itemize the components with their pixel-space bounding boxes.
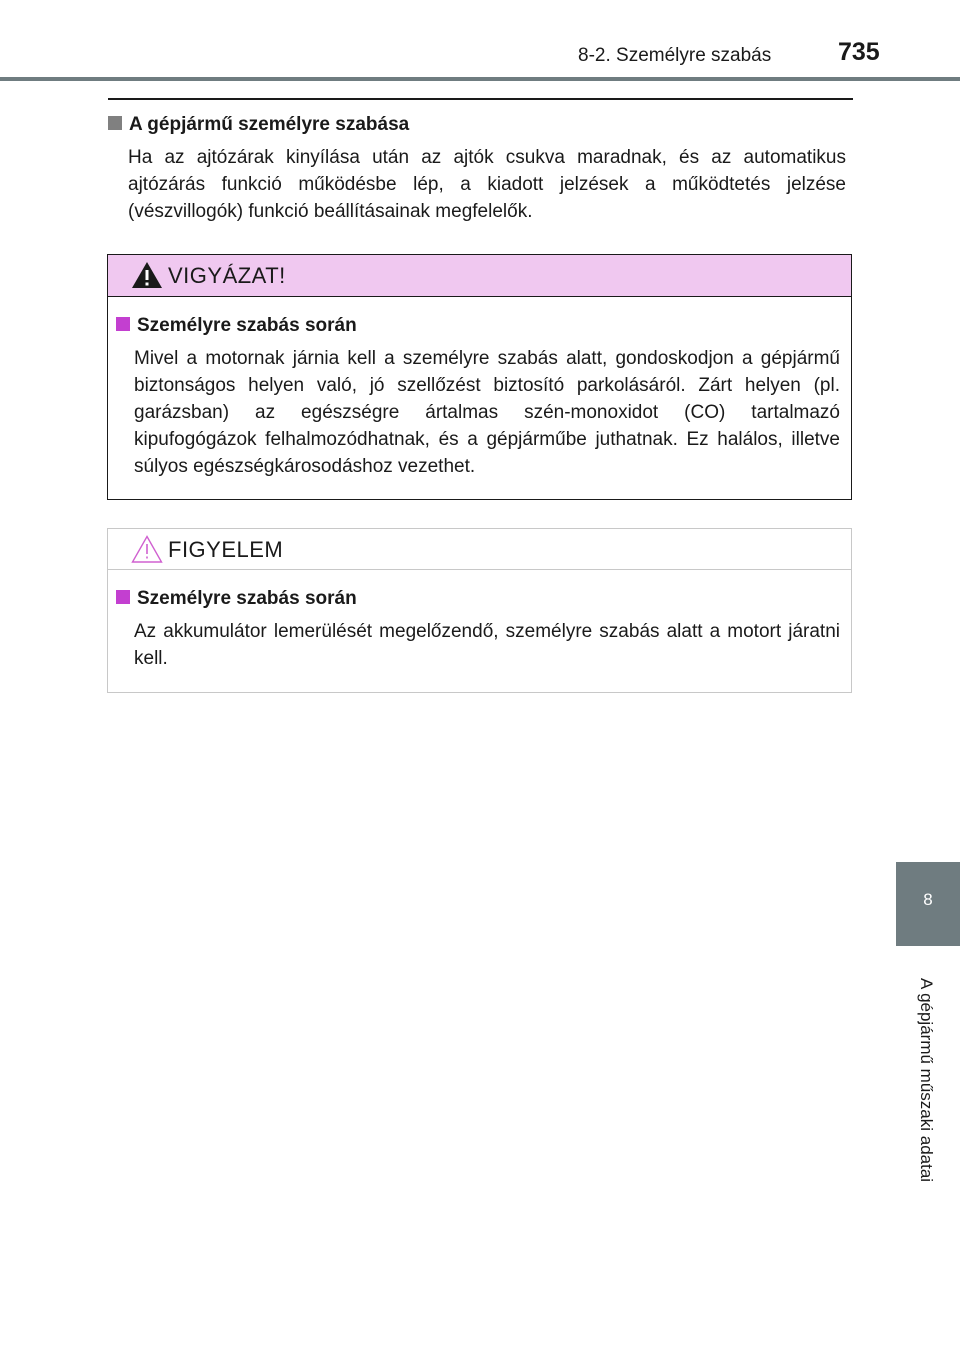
square-bullet-icon <box>116 590 130 604</box>
warning-box-title: VIGYÁZAT! <box>168 263 286 288</box>
square-bullet-icon <box>108 116 122 130</box>
warning-box <box>107 254 852 500</box>
warning-subheading-text: Személyre szabás során <box>137 315 357 336</box>
header-rule <box>0 77 960 81</box>
notice-box-header <box>108 529 851 570</box>
section-paragraph: Ha az ajtózárak kinyílása után az ajtók csukva maradnak, és az automatikus ajtózárás funkció működésbe lép, a kiadott jelzések a működtetés jelzése (vészvillogók) funkció beállításainak megfelelők. <box>128 147 846 222</box>
header-section-title: 8-2. Személyre szabás <box>578 45 772 66</box>
warning-triangle-icon <box>130 260 164 290</box>
caution-triangle-outline-icon <box>130 534 164 564</box>
notice-box-subheading <box>116 588 357 610</box>
section-heading-text: A gépjármű személyre szabása <box>129 114 410 135</box>
warning-box-header <box>108 255 851 297</box>
chapter-label-text: A gépjármű műszaki adatai <box>917 977 936 1183</box>
notice-box <box>107 528 852 693</box>
warning-box-text: Mivel a motornak járnia kell a személyre szabás alatt, gondoskodjon a gépjármű biztonságos helyen való, jó szellőzést biztosító parkolásáról. Zárt helyen (pl. garázsban) az egészségre ártalmas szén-monoxidot (CO) tartalmazó kipufogógázok felhalmozódhatnak, és a gépjárműbe juthatnak. Ez halálos, illetve súlyos egészségkárosodáshoz vezethet. <box>134 348 840 477</box>
chapter-number: 8 <box>923 890 933 909</box>
warning-box-subheading <box>116 315 357 337</box>
square-bullet-icon <box>116 317 130 331</box>
notice-box-text: Az akkumulátor lemerülését megelőzendő, személyre szabás alatt a motort járatni kell. <box>134 621 840 669</box>
page-number: 735 <box>838 38 880 66</box>
section-heading <box>108 114 409 136</box>
chapter-tab <box>896 862 960 946</box>
section-divider <box>108 98 853 100</box>
notice-box-title: FIGYELEM <box>168 537 284 562</box>
notice-subheading-text: Személyre szabás során <box>137 588 357 609</box>
